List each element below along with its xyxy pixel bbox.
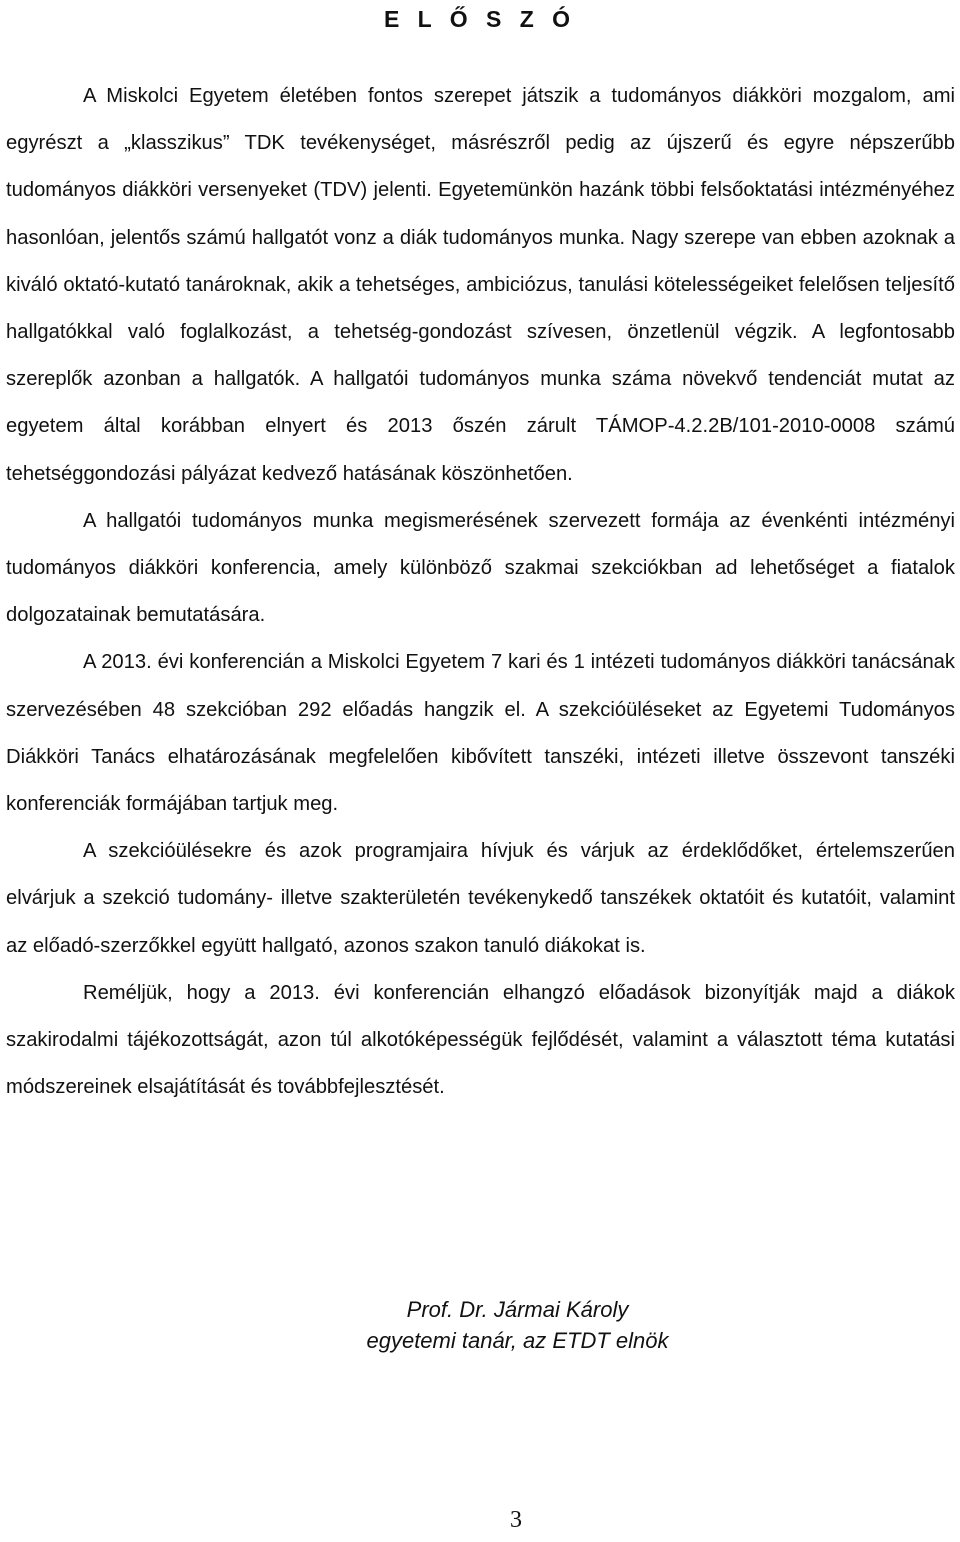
page-number: 3 bbox=[510, 1507, 522, 1533]
signature-block bbox=[0, 1294, 960, 1356]
paragraph: A szekcióülésekre és azok programjaira hívjuk és várjuk az érdeklődőket, értelemszerűen elvárjuk a szekció tudomány- illetve szakterületén tevékenykedő tanszékek oktatóit és kutatóit, valamint az előadó-szerzőkkel együtt hallgató, azonos szakon tanuló diákokat is. bbox=[6, 840, 955, 957]
foreword-body bbox=[6, 73, 955, 1111]
paragraph: A hallgatói tudományos munka megismerésének szervezett formája az évenkénti intézményi tudományos diákköri konferencia, amely különböző szakmai szekciókban ad lehetőséget a fiatalok dolgozatainak bemutatására. bbox=[6, 509, 955, 627]
page-title: E L Ő S Z Ó bbox=[383, 6, 577, 32]
paragraph: Reméljük, hogy a 2013. évi konferencián elhangzó előadások bizonyítják majd a diákok szakirodalmi tájékozottságát, azon túl alkotóképességük fejlődését, valamint a választott téma kutatási módszereinek elsajátítását és továbbfejlesztését. bbox=[6, 981, 955, 1099]
paragraph: A Miskolci Egyetem életében fontos szerepet játszik a tudományos diákköri mozgalom, ami egyrészt a „klasszikus” TDK tevékenységet, másrészről pedig az újszerű és egyre népszerűbb tudományos diákköri versenyeket (TDV) jelenti. Egyetemünkön hazánk többi felsőoktatási intézményéhez hasonlóan, jelentős számú hallgatót vonz a diák tudományos munka. Nagy szerepe van ebben azoknak a kiváló oktató-kutató tanároknak, akik a tehetséges, ambiciózus, tanulási kötelességeiket felelősen teljesítő hallgatókkal való foglalkozást, a tehetség-gondozást szívesen, önzetlenül végzik. A legfontosabb szereplők azonban a hallgatók. A hallgatói tudományos munka száma növekvő tendenciát mutat az egyetem által korábban elnyert és 2013 őszén zárult TÁMOP-4.2.2B/101-2010-0008 számú tehetséggondozási pályázat kedvező hatásának köszönhetően. bbox=[6, 85, 955, 485]
paragraph: A 2013. évi konferencián a Miskolci Egyetem 7 kari és 1 intézeti tudományos diákköri tanácsának szervezésében 48 szekcióban 292 előadás hangzik el. A szekcióüléseket az Egyetemi Tudományos Diákköri Tanács elhatározásának megfelelően kibővített tanszéki, intézeti illetve összevont tanszéki konferenciák formájában tartjuk meg. bbox=[6, 651, 955, 816]
signature-name: Prof. Dr. Jármai Károly bbox=[406, 1297, 629, 1322]
signature-role: egyetemi tanár, az ETDT elnök bbox=[366, 1328, 669, 1353]
